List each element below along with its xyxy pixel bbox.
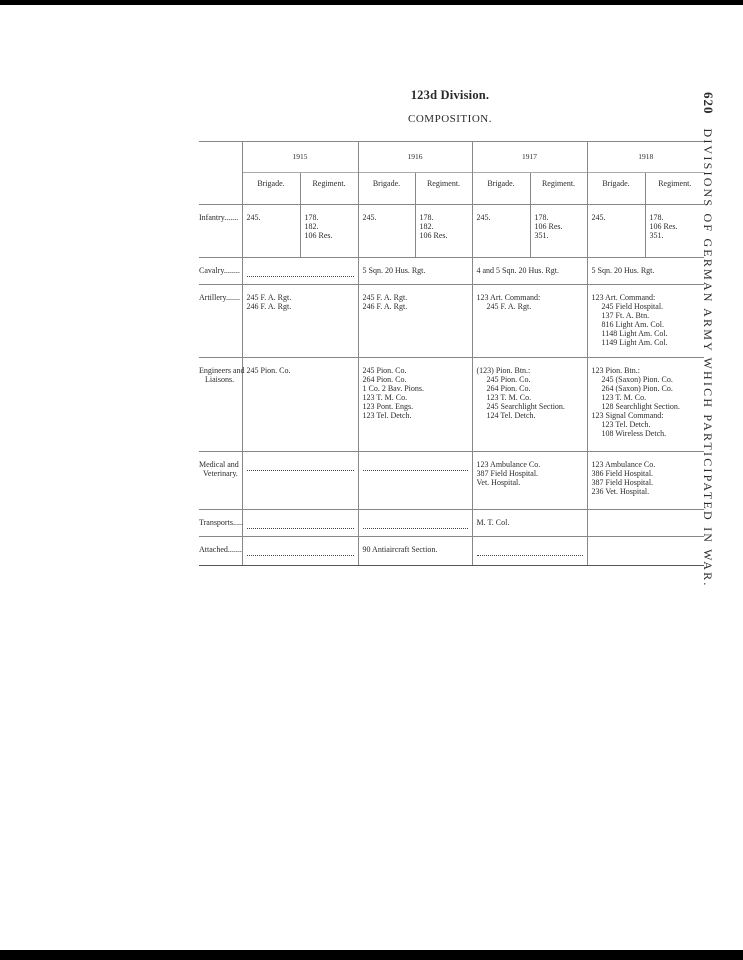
year-1918: 1918 — [587, 142, 704, 173]
cavalry-1918: 5 Sqn. 20 Hus. Rgt. — [587, 258, 704, 285]
artillery-1917: 123 Art. Command: 245 F. A. Rgt. — [472, 285, 587, 358]
infantry-1916-regiments: 178. 182. 106 Res. — [415, 205, 472, 258]
regiment-header: Regiment. — [530, 173, 587, 205]
attached-1916: 90 Antiaircraft Section. — [358, 537, 472, 566]
year-1917: 1917 — [472, 142, 587, 173]
engineers-1916: 245 Pion. Co. 264 Pion. Co. 1 Co. 2 Bav. Pions. 123 T. M. Co. 123 Pont. Engs. 123 Tel. Detch. — [358, 358, 472, 452]
row-label: Engineers and Liaisons. — [199, 358, 242, 452]
cavalry-1915 — [242, 258, 358, 285]
transports-1918 — [587, 510, 704, 537]
brigade-header: Brigade. — [472, 173, 530, 205]
column-header-row — [199, 173, 704, 205]
attached-1918 — [587, 537, 704, 566]
empty-corner — [199, 142, 242, 173]
engineers-1915: 245 Pion. Co. — [242, 358, 358, 452]
medical-1916 — [358, 452, 472, 510]
row-label: Cavalry........ — [199, 258, 242, 285]
page-number: 620 — [701, 92, 716, 115]
artillery-1916: 245 F. A. Rgt. 246 F. A. Rgt. — [358, 285, 472, 358]
cavalry-row — [199, 258, 704, 285]
transports-1916 — [358, 510, 472, 537]
medical-row — [199, 452, 704, 510]
infantry-1917-regiments: 178. 106 Res. 351. — [530, 205, 587, 258]
division-title: 123d Division. — [410, 88, 490, 102]
infantry-1918-brigade: 245. — [587, 205, 645, 258]
medical-1915 — [242, 452, 358, 510]
row-label: Attached....... — [199, 537, 242, 566]
engineers-1918: 123 Pion. Btn.: 245 (Saxon) Pion. Co. 264 (Saxon) Pion. Co. 123 T. M. Co. 128 Searchlight Section. 123 Signal Command: 123 Tel. Detch. 108 Wireless Detch. — [587, 358, 704, 452]
infantry-1916-brigade: 245. — [358, 205, 415, 258]
cavalry-1916: 5 Sqn. 20 Hus. Rgt. — [358, 258, 472, 285]
artillery-row — [199, 285, 704, 358]
infantry-1915-brigade: 245. — [242, 205, 300, 258]
engineers-row — [199, 358, 704, 452]
cavalry-1917: 4 and 5 Sqn. 20 Hus. Rgt. — [472, 258, 587, 285]
composition-table — [199, 141, 704, 566]
brigade-header: Brigade. — [587, 173, 645, 205]
regiment-header: Regiment. — [300, 173, 358, 205]
bottom-scan-border — [0, 950, 743, 960]
regiment-header: Regiment. — [645, 173, 704, 205]
row-label: Transports..... — [199, 510, 242, 537]
artillery-1915: 245 F. A. Rgt. 246 F. A. Rgt. — [242, 285, 358, 358]
row-label: Artillery....... — [199, 285, 242, 358]
regiment-header: Regiment. — [415, 173, 472, 205]
infantry-1918-regiments: 178. 106 Res. 351. — [645, 205, 704, 258]
attached-row — [199, 537, 704, 566]
brigade-header: Brigade. — [242, 173, 300, 205]
top-scan-border — [0, 0, 743, 5]
artillery-1918: 123 Art. Command: 245 Field Hospital. 137 Ft. A. Btn. 816 Light Am. Col. 1148 Light Am. Col. 1149 Light Am. Col. — [587, 285, 704, 358]
transports-1917: M. T. Col. — [472, 510, 587, 537]
transports-1915 — [242, 510, 358, 537]
infantry-row — [199, 205, 704, 258]
running-head-text: DIVISIONS OF GERMAN ARMY WHICH PARTICIPATED IN WAR. — [701, 128, 715, 588]
attached-1917 — [472, 537, 587, 566]
transports-row — [199, 510, 704, 537]
year-1915: 1915 — [242, 142, 358, 173]
infantry-1915-regiments: 178. 182. 106 Res. — [300, 205, 358, 258]
medical-1917: 123 Ambulance Co. 387 Field Hospital. Vet. Hospital. — [472, 452, 587, 510]
year-header-row — [199, 142, 704, 173]
engineers-1917: (123) Pion. Btn.: 245 Pion. Co. 264 Pion. Co. 123 T. M. Co. 245 Searchlight Section. 124 Tel. Detch. — [472, 358, 587, 452]
row-label: Medical and Veterinary. — [199, 452, 242, 510]
brigade-header: Brigade. — [358, 173, 415, 205]
row-label: Infantry....... — [199, 205, 242, 258]
composition-subtitle: COMPOSITION. — [408, 113, 492, 125]
year-1916: 1916 — [358, 142, 472, 173]
attached-1915 — [242, 537, 358, 566]
infantry-1917-brigade: 245. — [472, 205, 530, 258]
medical-1918: 123 Ambulance Co. 386 Field Hospital. 387 Field Hospital. 236 Vet. Hospital. — [587, 452, 704, 510]
